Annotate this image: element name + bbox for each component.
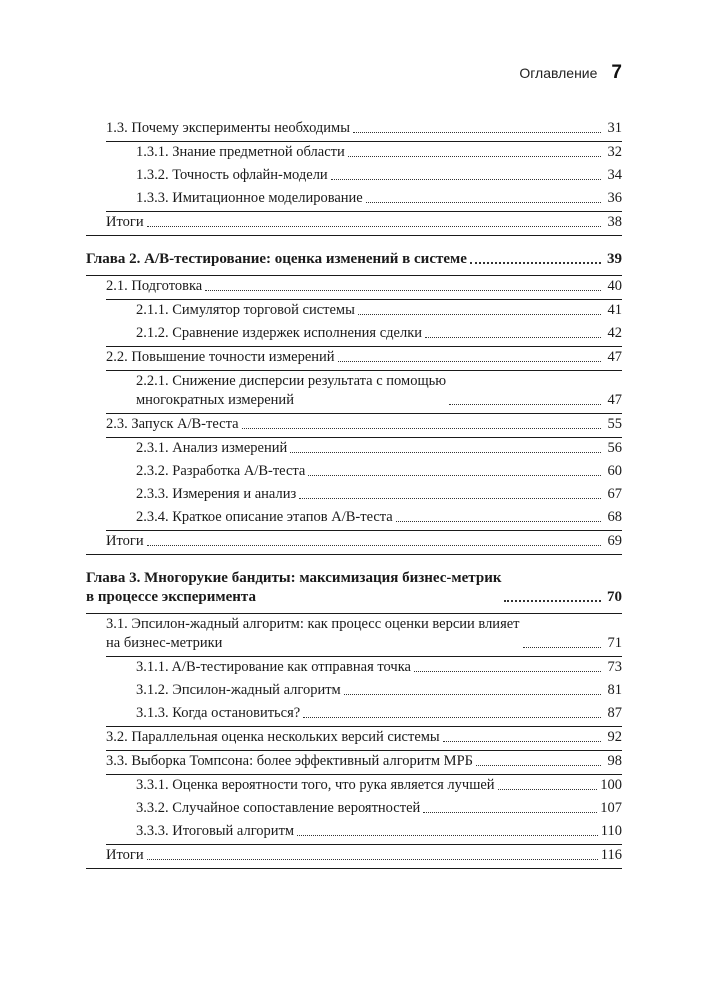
dot-leader (338, 361, 601, 362)
dot-leader (366, 202, 601, 203)
toc-entry-page: 68 (607, 509, 622, 525)
toc-entry-title: 2.2. Повышение точности измерений (106, 349, 335, 365)
toc-entry-page: 73 (607, 659, 622, 675)
toc-entry-page: 92 (607, 729, 622, 745)
toc-entry-page: 40 (607, 278, 622, 294)
dot-leader (358, 314, 601, 315)
toc-entry-page: 110 (600, 823, 622, 839)
dot-leader (331, 179, 601, 180)
toc-entry (86, 347, 622, 370)
toc-entry (86, 775, 622, 798)
toc-chapter-title: Глава 2. A/B-тестирование: оценка изменений в системе (86, 251, 467, 267)
dot-leader (147, 545, 601, 546)
dot-leader (308, 475, 601, 476)
toc-chapter (86, 236, 622, 275)
toc-entry (86, 727, 622, 750)
toc-entry-page: 55 (607, 416, 622, 432)
dot-leader (476, 765, 601, 766)
dot-leader (396, 521, 601, 522)
toc-chapter (86, 555, 622, 613)
toc-entry (86, 798, 622, 821)
dot-leader (504, 600, 601, 602)
toc-entry (86, 165, 622, 188)
dot-leader (443, 741, 601, 742)
toc-entry-page: 47 (607, 392, 622, 408)
toc-entry-title: 2.3.3. Измерения и анализ (136, 486, 297, 502)
toc-entry (86, 507, 622, 530)
toc-entry-title-line: многократных измерений (136, 392, 294, 408)
page-header (519, 62, 622, 84)
toc-entry-title: 2.3. Запуск A/B-теста (106, 416, 239, 432)
toc-entry (86, 614, 622, 656)
dot-leader (147, 226, 601, 227)
toc-entry-page: 60 (607, 463, 622, 479)
toc-entry (86, 300, 622, 323)
toc-chapter-page: 70 (607, 589, 622, 605)
dot-leader (348, 156, 601, 157)
dot-leader (425, 337, 601, 338)
toc-entry (86, 845, 622, 868)
dot-leader (423, 812, 597, 813)
toc-entry (86, 484, 622, 507)
toc-entry-page: 56 (607, 440, 622, 456)
toc-entry (86, 680, 622, 703)
toc-entry-title: 3.1.3. Когда остановиться? (136, 705, 301, 721)
toc-entry-title: Итоги (106, 533, 144, 549)
toc-entry-title-line: 3.1. Эпсилон-жадный алгоритм: как процесс оценки версии влияет (106, 616, 520, 632)
toc-entry-page: 41 (607, 302, 622, 318)
dot-leader (344, 694, 601, 695)
toc-entry-title: 3.3.2. Случайное сопоставление вероятностей (136, 800, 421, 816)
dot-leader (242, 428, 601, 429)
toc-entry (86, 751, 622, 774)
toc-entry-page: 71 (607, 635, 622, 651)
dot-leader (470, 262, 601, 264)
dot-leader (449, 404, 601, 405)
dot-leader (205, 290, 601, 291)
toc-entry-title: Итоги (106, 847, 144, 863)
divider (86, 868, 622, 869)
table-of-contents (86, 118, 622, 869)
toc-entry-page: 31 (607, 120, 622, 136)
toc-entry-title: 1.3.2. Точность офлайн-модели (136, 167, 328, 183)
toc-entry (86, 657, 622, 680)
dot-leader (353, 132, 601, 133)
dot-leader (414, 671, 601, 672)
toc-entry-title: 1.3.1. Знание предметной области (136, 144, 345, 160)
toc-entry-title: 2.3.4. Краткое описание этапов A/B-теста (136, 509, 393, 525)
toc-entry (86, 821, 622, 844)
toc-entry-title: 3.3.3. Итоговый алгоритм (136, 823, 295, 839)
dot-leader (299, 498, 601, 499)
toc-entry-title: 3.3. Выборка Томпсона: более эффективный алгоритм МРБ (106, 753, 473, 769)
toc-chapter-page: 39 (607, 251, 622, 267)
toc-entry-title: 2.1.1. Симулятор торговой системы (136, 302, 355, 318)
toc-entry-page: 34 (607, 167, 622, 183)
toc-entry (86, 188, 622, 211)
toc-entry-page: 67 (607, 486, 622, 502)
dot-leader (290, 452, 601, 453)
dot-leader (303, 717, 601, 718)
toc-entry-title: 3.3.1. Оценка вероятности того, что рука является лучшей (136, 777, 495, 793)
toc-entry-page: 116 (600, 847, 622, 863)
toc-entry-title: 2.3.1. Анализ измерений (136, 440, 288, 456)
toc-entry (86, 323, 622, 346)
dot-leader (147, 859, 598, 860)
toc-entry-title: 1.3. Почему эксперименты необходимы (106, 120, 350, 136)
toc-entry-page: 42 (607, 325, 622, 341)
running-head: Оглавление (519, 65, 598, 81)
toc-entry-title: 3.1.2. Эпсилон-жадный алгоритм (136, 682, 341, 698)
toc-entry-title-line: на бизнес-метрики (106, 635, 223, 651)
toc-entry-title: 2.3.2. Разработка A/B-теста (136, 463, 306, 479)
toc-entry-title: 2.1.2. Сравнение издержек исполнения сделки (136, 325, 422, 341)
toc-chapter-title-line: в процессе эксперимента (86, 589, 256, 605)
toc-entry-title: 3.1.1. A/B-тестирование как отправная точка (136, 659, 411, 675)
toc-entry-title-line: 2.2.1. Снижение дисперсии результата с помощью (136, 373, 447, 389)
toc-entry-page: 36 (607, 190, 622, 206)
toc-entry (86, 703, 622, 726)
toc-entry-page: 69 (607, 533, 622, 549)
toc-entry-title: 2.1. Подготовка (106, 278, 203, 294)
toc-entry-title: 1.3.3. Имитационное моделирование (136, 190, 363, 206)
toc-entry-page: 47 (607, 349, 622, 365)
toc-entry-page: 98 (607, 753, 622, 769)
page-number: 7 (611, 62, 622, 83)
dot-leader (523, 647, 601, 648)
toc-entry-title: Итоги (106, 214, 144, 230)
toc-entry-title: 3.2. Параллельная оценка нескольких версий системы (106, 729, 440, 745)
toc-entry-page: 107 (600, 800, 622, 816)
toc-entry-page: 87 (607, 705, 622, 721)
toc-entry (86, 142, 622, 165)
toc-entry-page: 32 (607, 144, 622, 160)
toc-entry (86, 438, 622, 461)
toc-entry (86, 212, 622, 235)
toc-entry-page: 100 (600, 777, 622, 793)
toc-entry (86, 461, 622, 484)
toc-entry (86, 118, 622, 141)
dot-leader (498, 789, 598, 790)
toc-entry (86, 414, 622, 437)
toc-chapter-title-line: Глава 3. Многорукие бандиты: максимизация бизнес-метрик (86, 570, 502, 586)
toc-entry-page: 38 (607, 214, 622, 230)
toc-entry (86, 531, 622, 554)
toc-entry (86, 371, 622, 413)
dot-leader (297, 835, 598, 836)
toc-entry (86, 276, 622, 299)
toc-entry-page: 81 (607, 682, 622, 698)
